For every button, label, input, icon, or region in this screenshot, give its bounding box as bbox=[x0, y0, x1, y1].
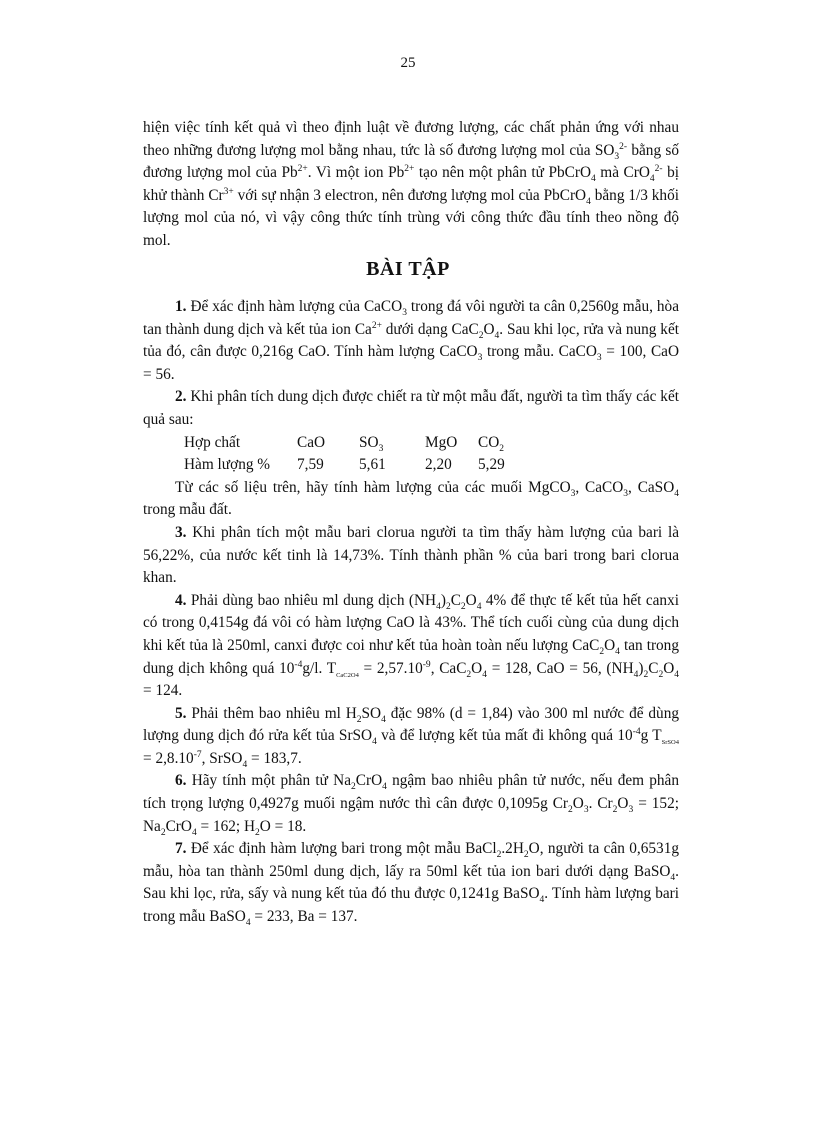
exercise-7: 7. Để xác định hàm lượng bari trong một mẫu $BaCl_2.2H_2O$, người ta cân 0,6531g mẫu, hòa tan thành 250ml dung dịch, lấy ra 50ml kết tủa ion bari dưới dạng BaSO$_4$. Sau khi lọc, rửa, sấy và nung kết tủa đó thu được 0,1241g BaSO$_4$. Tính hàm lượng bari trong mẫu BaSO$_4$ = 233, Ba = 137. bbox=[143, 840, 679, 929]
table-row: Hợp chất CaO $SO_3$ MgO $CO_2$ bbox=[184, 433, 504, 454]
exercise-4: 4. Phải dùng bao nhiêu ml dung dịch $(NH_4)_2C_2O_4$ 4% để thực tế kết tủa hết canxi có trong 0,4154g đá vôi có hàm lượng CaO là 43%. Thể tích cuối cùng của dung dịch khi kết tủa là 250ml, canxi được coi như kết tủa hoàn toàn nếu lượng $CaC_2O_4$ tan trong dung dịch không quá $10^{-4}g/l$. $T_{CaC2O4} = 2,57.10^{-9}$, $CaC_2O_4 = 128$, CaO = 56, $(NH_4)_2C_2O_4 = 124$. bbox=[143, 591, 679, 700]
section-heading: BÀI TẬP bbox=[366, 258, 450, 280]
exercise-list bbox=[143, 296, 679, 929]
exercise-5: 5. Phải thêm bao nhiêu ml $H_2SO_4$ đặc 98% (d = 1,84) vào 300 ml nước để dùng lượng dung dịch đó rửa kết tủa SrSO$_4$ và để lượng kết tủa mất đi không quá $10^{-4}g$ $T_{SrSO4} = 2,8.10^{-7}$, SrSO$_4$ = 183,7. bbox=[143, 704, 679, 770]
exercise-1: 1. Để xác định hàm lượng của CaCO$_3$ trong đá vôi người ta cân 0,2560g mẫu, hòa tan thành dung dịch và kết tủa ion $Ca^{2+}$ dưới dạng $CaC_2O_4$. Sau khi lọc, rửa và nung kết tủa đó, cân được 0,216g CaO. Tính hàm lượng CaCO$_3$ trong mẫu. CaCO$_3$ = 100, CaO = 56. bbox=[143, 298, 679, 383]
intro-paragraph: hiện việc tính kết quả vì theo định luật về đương lượng, các chất phản ứng với nhau theo những đương lượng mol bằng nhau, tức là số đương lượng mol của $SO_3^{2-}$ bằng số đương lượng mol của $Pb^{2+}$. Vì một ion $Pb^{2+}$ tạo nên một phân tử PbCrO$_4$ mà CrO$_4^{2-}$ bị khử thành $Cr^{3+}$ với sự nhận 3 electron, nên đương lượng mol của PbCrO$_4$ bằng 1/3 khối lượng mol của nó, vì vậy công thức tính trùng với công thức đầu tính theo nồng độ mol. bbox=[143, 119, 679, 249]
exercise-2: 2. Khi phân tích dung dịch được chiết ra từ một mẫu đất, người ta tìm thấy các kết quả sau: bbox=[143, 388, 679, 428]
page-number: 25 bbox=[400, 55, 416, 71]
exercise-6: 6. Hãy tính một phân tử $Na_2CrO_4$ ngậm bao nhiêu phân tử nước, nếu đem phân tích trọng lượng 0,4927g muối ngậm nước thì cân được 0,1095g $Cr_2O_3$. $Cr_2O_3 = 152$; $Na_2CrO_4 = 162$; $H_2O = 18$. bbox=[143, 772, 679, 838]
compound-table bbox=[184, 432, 524, 477]
table-row: Hàm lượng % 7,59 5,61 2,20 5,29 bbox=[184, 456, 505, 474]
exercise-3: 3. Khi phân tích một mẫu bari clorua người ta tìm thấy hàm lượng của bari là 56,22%, của nước kết tinh là 14,73%. Tính thành phần % của bari trong bari clorua khan. bbox=[143, 523, 679, 587]
exercise-2-followup: Từ các số liệu trên, hãy tính hàm lượng của các muối MgCO$_3$, CaCO$_3$, CaSO$_4$ trong mẫu đất. bbox=[143, 478, 679, 519]
